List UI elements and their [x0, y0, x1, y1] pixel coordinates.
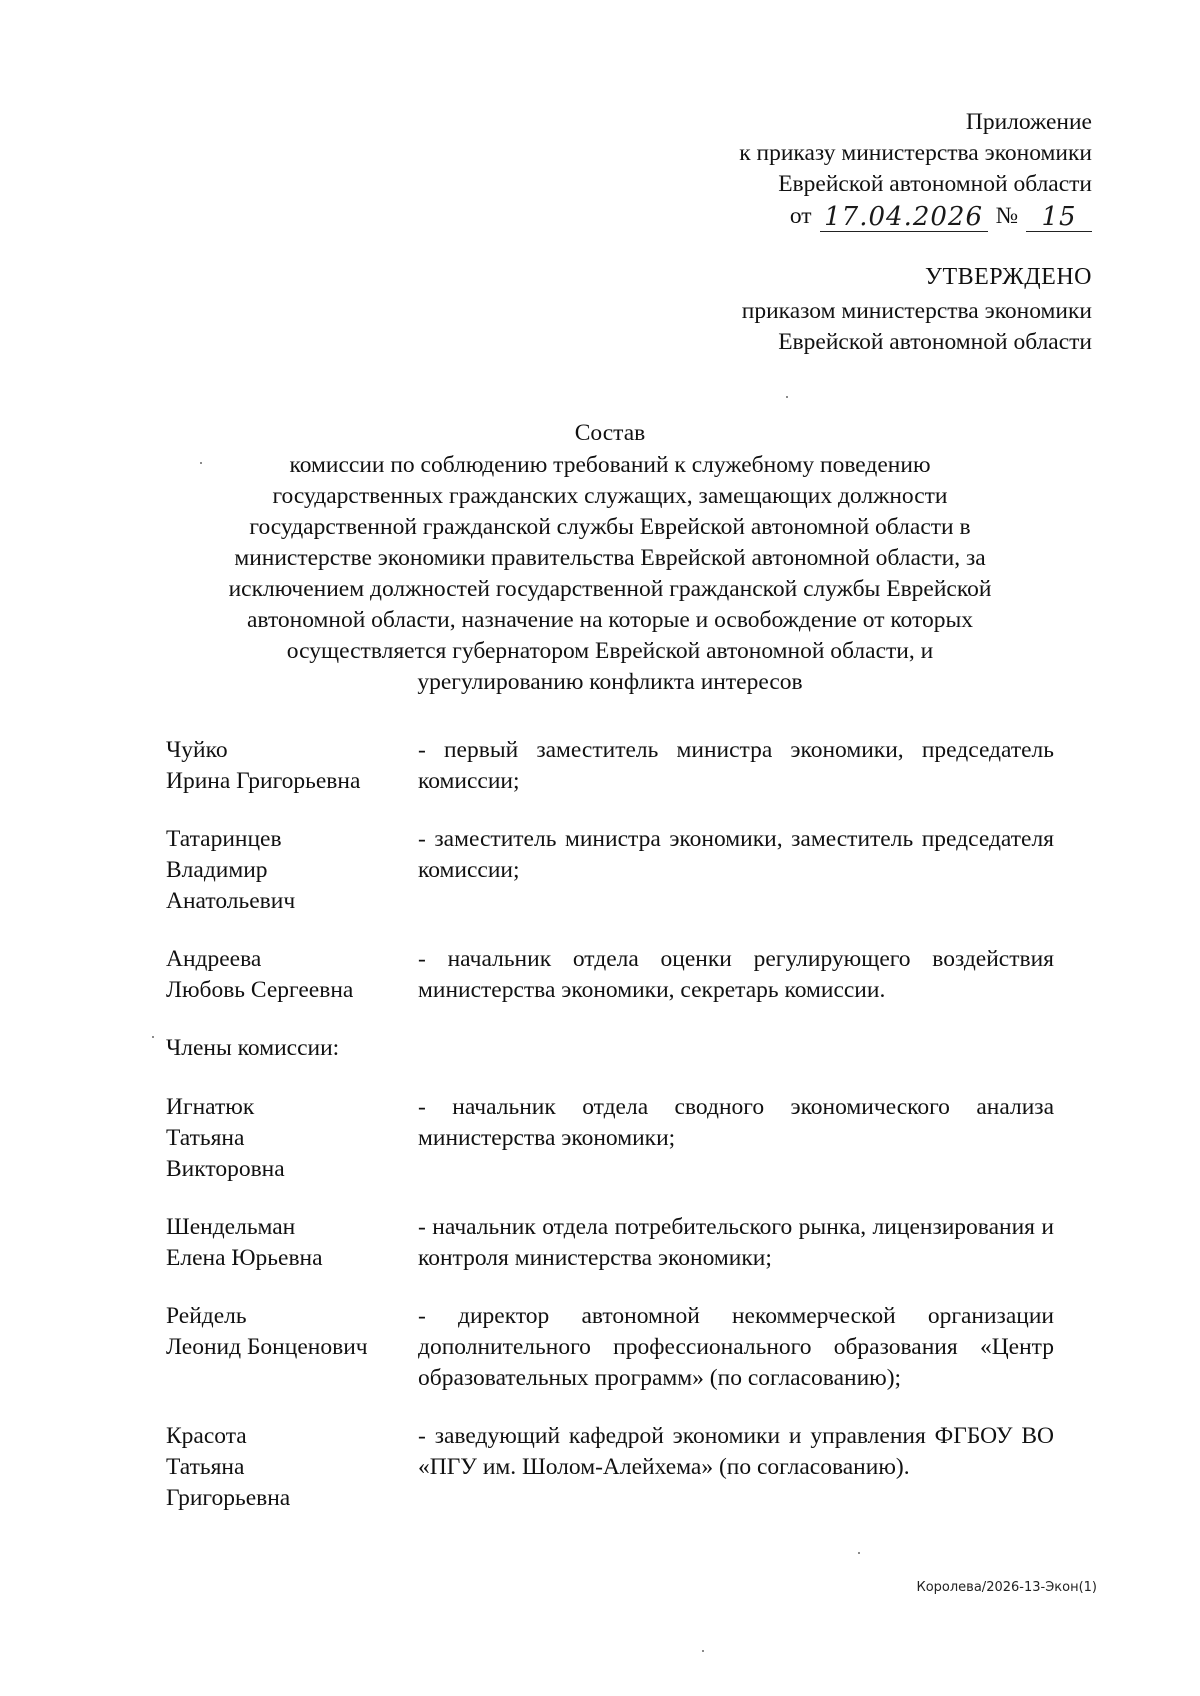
title-line: автономной области, назначение на которые и освобождение от которых: [247, 607, 973, 633]
order-date-number: [532, 200, 1092, 232]
title-line: исключением должностей государственной гражданской службы Еврейской: [228, 576, 992, 602]
member-name-line: Игнатюк: [166, 1094, 255, 1120]
member-name: [166, 1212, 418, 1274]
approved-title: УТВЕРЖДЕНО: [924, 264, 1092, 290]
scan-speck: [200, 462, 202, 464]
member-row-krasota: [166, 1421, 1054, 1514]
title-line: государственной гражданской службы Еврейской автономной области в: [249, 514, 971, 540]
approved-block: [532, 262, 1092, 358]
member-name-line: Викторовна: [166, 1156, 285, 1182]
handwritten-number: 15: [1026, 203, 1092, 232]
member-row-reidel: [166, 1301, 1054, 1394]
commission-members: [166, 735, 1054, 1514]
member-name: [166, 944, 418, 1006]
member-name-line: Чуйко: [166, 737, 228, 763]
member-name: [166, 1092, 418, 1185]
document-title: [160, 418, 1060, 698]
approved-line: приказом министерства экономики: [741, 298, 1092, 324]
appendix-line: к приказу министерства экономики: [739, 140, 1092, 166]
member-name-line: Леонид Бонценович: [166, 1334, 368, 1360]
member-row-tatarintsev: [166, 824, 1054, 917]
title-heading: Состав: [574, 420, 646, 446]
member-name-line: Рейдель: [166, 1303, 247, 1329]
appendix-line: Еврейской автономной области: [778, 171, 1092, 197]
member-row-chuiko: [166, 735, 1054, 797]
member-name-line: Татьяна: [166, 1125, 245, 1151]
title-line: урегулированию конфликта интересов: [417, 669, 803, 695]
member-name-line: Любовь Сергеевна: [166, 977, 354, 1003]
number-prefix: №: [995, 203, 1018, 229]
member-name-line: Григорьевна: [166, 1485, 291, 1511]
member-name: [166, 1301, 418, 1394]
member-role: - заместитель министра экономики, заместитель председателя комиссии;: [418, 826, 1054, 883]
member-row-ignatyuk: [166, 1092, 1054, 1185]
appendix-header: [532, 107, 1092, 232]
title-line: комиссии по соблюдению требований к служебному поведению: [289, 452, 931, 478]
scan-speck: [702, 1650, 704, 1652]
member-name-line: Ирина Григорьевна: [166, 768, 361, 794]
title-line: государственных гражданских служащих, замещающих должности: [272, 483, 948, 509]
member-role: - начальник отдела оценки регулирующего воздействия министерства экономики, секретарь комиссии.: [418, 946, 1054, 1003]
title-line: осуществляется губернатором Еврейской автономной области, и: [286, 638, 934, 664]
member-row-andreeva: [166, 944, 1054, 1006]
member-role: - начальник отдела потребительского рынка, лицензирования и контроля министерства экономики;: [418, 1214, 1054, 1271]
member-row-shendelman: [166, 1212, 1054, 1274]
member-name-line: Красота: [166, 1423, 247, 1449]
document-reference: Королева/2026-13-Экон(1): [916, 1580, 1097, 1595]
member-name: [166, 1421, 418, 1514]
scan-speck: [152, 1036, 154, 1038]
appendix-line: Приложение: [965, 109, 1092, 135]
member-name-line: Андреева: [166, 946, 262, 972]
member-name: [166, 735, 418, 797]
member-name-line: Татьяна: [166, 1454, 245, 1480]
member-name-line: Владимир: [166, 857, 268, 883]
member-role: - заведующий кафедрой экономики и управления ФГБОУ ВО «ПГУ им. Шолом-Алейхема» (по согласованию).: [418, 1423, 1054, 1480]
date-prefix: от: [789, 203, 812, 229]
member-name-line: Шендельман: [166, 1214, 296, 1240]
member-role: - директор автономной некоммерческой организации дополнительного профессионального образования «Центр образовательных программ» (по согласованию);: [418, 1303, 1054, 1391]
title-line: министерстве экономики правительства Еврейской автономной области, за: [234, 545, 986, 571]
member-name-line: Елена Юрьевна: [166, 1245, 323, 1271]
member-name-line: Татаринцев: [166, 826, 282, 852]
handwritten-date: 17.04.2026: [820, 203, 988, 232]
scan-speck: [786, 396, 788, 398]
approved-line: Еврейской автономной области: [778, 329, 1092, 355]
member-name: [166, 824, 418, 917]
member-name-line: Анатольевич: [166, 888, 296, 914]
members-label: Члены комиссии:: [166, 1035, 340, 1061]
member-role: - начальник отдела сводного экономического анализа министерства экономики;: [418, 1094, 1054, 1151]
scan-speck: [858, 1552, 860, 1554]
member-role: - первый заместитель министра экономики, председатель комиссии;: [418, 737, 1054, 794]
